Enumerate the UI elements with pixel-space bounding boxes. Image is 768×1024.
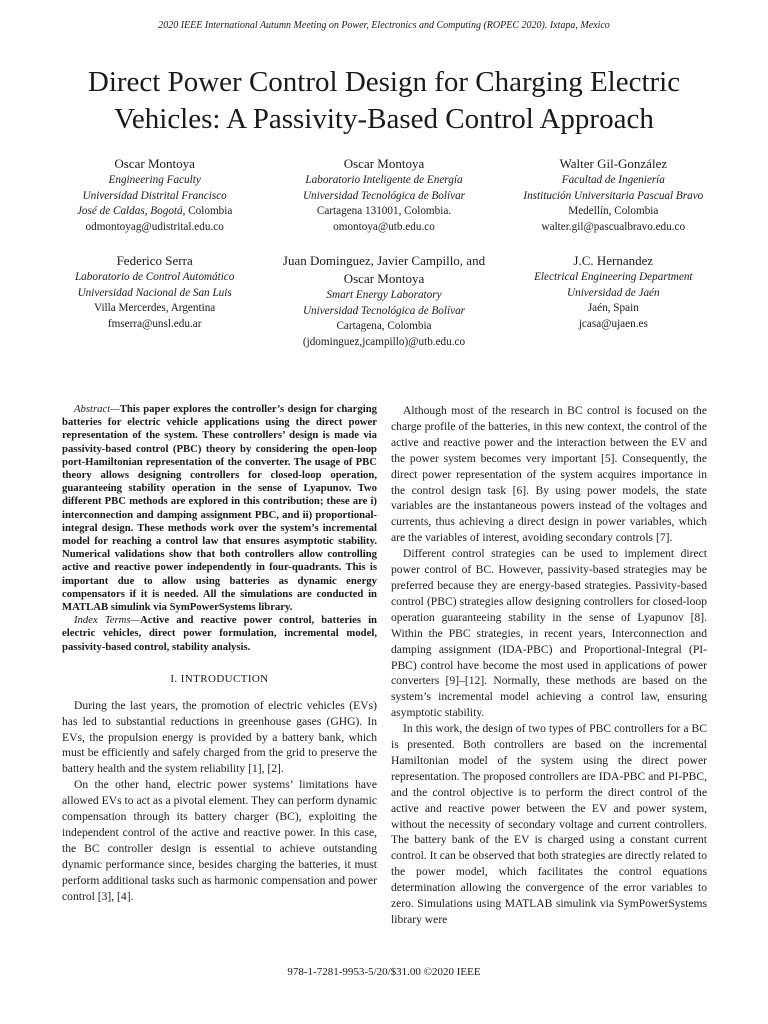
author-name: J.C. Hernandez — [573, 253, 654, 268]
author-affiliation: Facultad de Ingeniería — [561, 174, 665, 186]
author-location: José de Caldas, Bogotá, Colombia — [76, 205, 233, 218]
index-terms-text: Active and reactive power control, batteries in electric vehicles, direct power formulation, incremental model, passivity-based control, stability analysis. — [62, 614, 377, 653]
paragraph: During the last years, the promotion of electric vehicles (EVs) has led to substantial reductions in greenhouse gases (GHG). In EVs, the propulsion energy is provided by a battery bank, which must be efficiently and safely charged from the grid to preserve the battery health and the system reliability [1], [2]. — [62, 698, 377, 776]
paragraph: Different control strategies can be used to implement direct power control of BC. However, passivity-based strategies may be preferred because they are energy-based strategies. Passivity-based control (PBC) strategies allow designing controllers for closed-loop operation guaranteeing stability in the sense of Lyapunov [8]. Within the PBC strategies, in recent years, Interconnection and damping assignment (IDA-PBC) and Proportional-Integral (PI-PBC) control have become the most used in applications of power converters [9]–[12]. Normally, these methods are based on the system’s incremental model achieving a control law, ensuring asymptotic stability. — [391, 547, 707, 720]
author-email: omontoya@utb.edu.co — [333, 220, 435, 233]
left-column — [62, 403, 377, 905]
abstract-label: Abstract— — [74, 403, 120, 415]
author-row-2 — [40, 252, 728, 350]
author-block — [499, 155, 728, 235]
section-heading: I. INTRODUCTION — [170, 672, 269, 685]
abstract — [62, 403, 377, 614]
author-name: Oscar Montoya — [343, 156, 425, 171]
author-institution: Universidad Nacional de San Luis — [77, 286, 232, 299]
author-block — [269, 155, 498, 235]
author-block — [499, 252, 728, 350]
author-block — [269, 252, 498, 350]
paragraph: On the other hand, electric power systems’ limitations have allowed EVs to act as a pivotal element. They can perform dynamic compensation through its battery charger (BC), exploiting the independent control of the active and reactive power. In this case, the BC controller design is essential to achieve outstanding dynamic performance since, besides charging the batteries, it must perform additional tasks such as harmonic compensation and power control [3], [4]. — [62, 778, 377, 903]
index-terms-label: Index Terms— — [74, 614, 141, 627]
author-institution: Universidad Distrital Francisco — [82, 189, 227, 202]
paragraph: Although most of the research in BC control is focused on the charge profile of the batteries, in this new context, the control of the active and reactive power and the interaction between the EV and the power system becomes very important [5]. Consequently, the direct power representation of the system acquires importance in the control design task [6]. By using power models, the state variables are the instantaneous powers instead of the voltages and currents, thus achieving a direct design in power variables, which are the variables of interest, avoiding secondary controls [7]. — [391, 404, 707, 545]
author-affiliation: Electrical Engineering Department — [534, 271, 693, 283]
author-email: (jdominguez,jcampillo)@utb.edu.co — [302, 335, 466, 348]
author-institution: Institución Universitaria Pascual Bravo — [523, 189, 704, 202]
index-terms — [62, 614, 377, 654]
author-location: Villa Mercerdes, Argentina — [94, 302, 216, 315]
conference-header: 2020 IEEE International Autumn Meeting on Power, Electronics and Computing (ROPEC 2020). Ixtapa, Mexico — [158, 20, 610, 31]
paper-title: Direct Power Control Design for Charging Electric Vehicles: A Passivity-Based Control Approach — [87, 66, 681, 135]
author-row-1 — [40, 155, 728, 235]
copyright-footer: 978-1-7281-9953-5/20/$31.00 ©2020 IEEE — [287, 966, 481, 978]
author-location: Jaén, Spain — [587, 302, 639, 315]
author-location: Cartagena 131001, Colombia. — [316, 205, 452, 218]
author-name: Oscar Montoya — [114, 156, 195, 171]
author-name: Walter Gil-González — [559, 156, 668, 171]
author-name: Juan Dominguez, Javier Campillo, and Oscar Montoya — [282, 253, 486, 286]
author-email: fmserra@unsl.edu.ar — [107, 317, 202, 330]
paragraph: In this work, the design of two types of PBC controllers for a BC is presented. Both controllers are based on the incremental Hamiltonian model of the system using the direct power representation. The proposed controllers are IDA-PBC and PI-PBC, and the control objective is to perform the direct control of the active and reactive power between the EV and power system, without the necessity of secondary voltage and current controllers. The battery bank of the EV is charged using a constant current control. It can be observed that both strategies are directly related to the power model, which facilitates the control equations determination allowing the convergence of the error variables to zero. Simulations using MATLAB simulink via SymPowerSystems library were — [391, 722, 707, 926]
author-institution: Universidad Tecnológica de Bolívar — [302, 189, 466, 202]
abstract-text: This paper explores the controller’s design for charging batteries for electric vehicle applications using the direct power representation of the system. These controllers’ design is made via passivity-based control (PBC) theory by considering the open-loop port-Hamiltonian representation of the converter. The usage of PBC theory allows designing controllers for closed-loop operation, guaranteeing stability operation in the sense of Lyapunov. Two different PBC methods are explored in this contribution; these are i) interconnection and damping assignment PBC, and ii) proportional-integral design. These methods work over the system’s incremental model for reaching a control law that ensures asymptotic stability. Numerical validations show that both controllers allow controlling active and reactive power independently in four-quadrants. This is important due to allow using batteries as dynamic energy compensators if it is needed. All the simulations are conducted in MATLAB simulink via SymPowerSystems library. — [62, 403, 377, 614]
author-name: Federico Serra — [116, 253, 193, 268]
author-affiliation: Laboratorio de Control Automático — [74, 271, 235, 283]
author-email: odmontoyag@udistrital.edu.co — [85, 220, 224, 233]
author-affiliation: Engineering Faculty — [108, 174, 201, 186]
author-institution: Universidad de Jaén — [567, 286, 660, 299]
author-block — [40, 155, 269, 235]
author-affiliation: Smart Energy Laboratory — [326, 289, 442, 301]
author-email: jcasa@ujaen.es — [578, 317, 648, 330]
author-block — [40, 252, 269, 350]
author-affiliation: Laboratorio Inteligente de Energía — [305, 174, 463, 186]
author-location: Cartagena, Colombia — [336, 320, 432, 333]
right-column — [391, 403, 707, 928]
author-institution: Universidad Tecnológica de Bolívar — [302, 304, 466, 317]
author-location: Medellín, Colombia — [568, 205, 659, 218]
author-email: walter.gil@pascualbravo.edu.co — [541, 220, 686, 233]
